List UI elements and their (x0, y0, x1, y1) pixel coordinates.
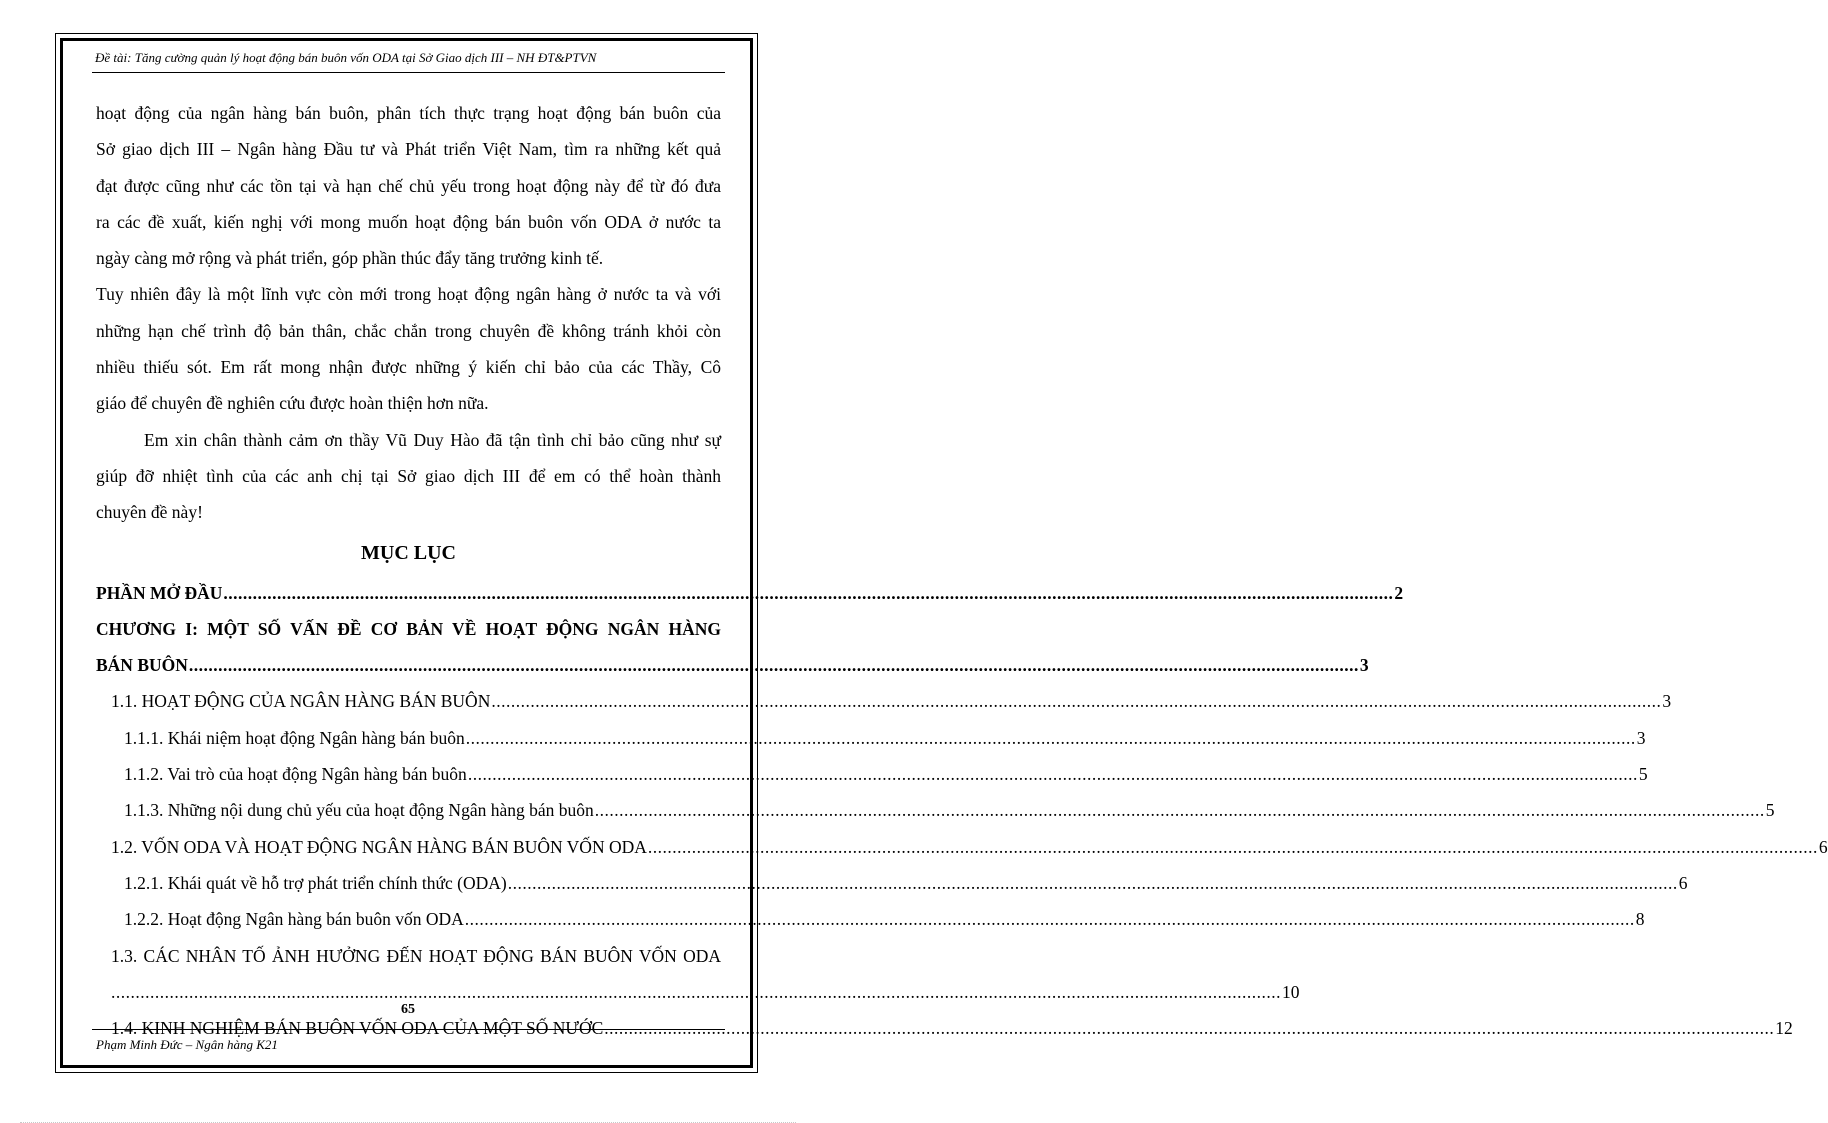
body-line: chuyên đề này! (96, 502, 203, 523)
toc-entry-text: PHẦN MỞ ĐẦU (96, 582, 223, 603)
toc-entry-1-1-3[interactable] (96, 792, 1775, 828)
toc-entry-chuong-1[interactable] (96, 611, 721, 647)
page-number: 65 (401, 1002, 415, 1017)
running-footer: Phạm Minh Đức – Ngân hàng K21 (96, 1037, 278, 1052)
toc-leader: ................................................................................................................................................................................................................................................ (604, 1018, 1775, 1039)
toc-entry-page: 6 (1678, 872, 1688, 893)
toc-entry-page: 3 (1636, 727, 1646, 748)
body-line: ra các đề xuất, kiến nghị với mong muốn hoạt động bán buôn vốn ODA ở nước ta (96, 211, 721, 232)
toc-leader: ................................................................................................................................................................................................................................................ (464, 909, 1635, 930)
toc-entry-text: 1.2.1. Khái quát về hỗ trợ phát triển chính thức (ODA) (124, 872, 507, 893)
toc-leader: ................................................................................................................................................................................................................................................ (465, 727, 1636, 748)
toc-entry-page: 8 (1635, 909, 1645, 930)
toc-entry-page: 6 (1818, 836, 1828, 857)
toc-entry-page: 5 (1638, 764, 1648, 785)
toc-entry-text: 1.1.2. Vai trò của hoạt động Ngân hàng bán buôn (124, 764, 467, 785)
toc-leader: ................................................................................................................................................................................................................................................ (507, 872, 1678, 893)
toc-entry-page: 10 (1282, 981, 1300, 1002)
toc-entry-text: 1.3. CÁC NHÂN TỐ ẢNH HƯỞNG ĐẾN HOẠT ĐỘNG BÁN BUÔN VỐN ODA (111, 945, 721, 966)
body-line: giúp đỡ nhiệt tình của các anh chị tại Sở giao dịch III để em có thể hoàn thành (96, 465, 721, 486)
toc-entry-page: 3 (1662, 691, 1672, 712)
header-rule (92, 72, 725, 73)
body-line: nhiều thiếu sót. Em rất mong nhận được những ý kiến chỉ bảo của các Thầy, Cô (96, 357, 721, 378)
toc-entry-page: 3 (1359, 655, 1369, 676)
toc-entry-text: 1.4. KINH NGHIỆM BÁN BUÔN VỐN ODA CỦA MỘT SỐ NƯỚC (111, 1018, 604, 1039)
toc-entry-text: 1.2. VỐN ODA VÀ HOẠT ĐỘNG NGÂN HÀNG BÁN BUÔN VỐN ODA (111, 836, 647, 857)
toc-entry-mo-dau[interactable] (96, 575, 1404, 611)
body-line: hoạt động của ngân hàng bán buôn, phân tích thực trạng hoạt động bán buôn của (96, 103, 721, 123)
body-line: đạt được cũng như các tồn tại và hạn chế chủ yếu trong hoạt động này để từ đó đưa (96, 175, 721, 196)
toc-leader: ................................................................................................................................................................................................................................................ (647, 836, 1818, 857)
toc-entry-1-2[interactable] (96, 829, 1828, 865)
body-line: ngày càng mở rộng và phát triển, góp phần thúc đẩy tăng trưởng kinh tế. (96, 248, 604, 269)
toc-leader: ................................................................................................................................................................................................................................................ (467, 764, 1638, 785)
body-line: những hạn chế trình độ bản thân, chắc chắn trong chuyên đề không tránh khỏi còn (96, 320, 721, 341)
toc-leader: ................................................................................................................................................................................................................................................ (223, 582, 1394, 603)
toc-leader: ................................................................................................................................................................................................................................................ (594, 800, 1765, 821)
footer-rule (92, 1029, 725, 1030)
toc-entry-text: 1.1. HOẠT ĐỘNG CỦA NGÂN HÀNG BÁN BUÔN (111, 691, 491, 712)
toc-entry-text: BÁN BUÔN (96, 655, 188, 676)
toc-leader: ................................................................................................................................................................................................................................................ (491, 691, 1662, 712)
toc-entry-page: 12 (1775, 1018, 1793, 1039)
toc-entry-1-3[interactable] (96, 938, 721, 974)
toc-entry-1-2-1[interactable] (96, 865, 1688, 901)
toc-entry-text: 1.1.1. Khái niệm hoạt động Ngân hàng bán buôn (124, 727, 465, 748)
toc-entry-1-1-1[interactable] (96, 720, 1646, 756)
toc-entry-text: CHƯƠNG I: MỘT SỐ VẤN ĐỀ CƠ BẢN VỀ HOẠT ĐỘNG NGÂN HÀNG (96, 618, 721, 639)
toc-entry-1-2-2[interactable] (96, 901, 1645, 937)
toc-leader: ................................................................................................................................................................................................................................................ (111, 981, 1281, 1002)
body-line: Em xin chân thành cảm ơn thầy Vũ Duy Hào đã tận tình chỉ bảo cũng như sự (144, 429, 721, 450)
toc-entry-page: 5 (1765, 800, 1775, 821)
toc-entry-text: 1.2.2. Hoạt động Ngân hàng bán buôn vốn ODA (124, 909, 464, 930)
toc-entry-1-1[interactable] (96, 683, 1672, 719)
toc-entry-text: 1.1.3. Những nội dung chủ yếu của hoạt động Ngân hàng bán buôn (124, 800, 594, 821)
toc-entry-page: 2 (1394, 582, 1404, 603)
body-line: Tuy nhiên đây là một lĩnh vực còn mới trong hoạt động ngân hàng ở nước ta và với (96, 284, 721, 305)
toc-leader: ................................................................................................................................................................................................................................................ (188, 655, 1359, 676)
toc-title: MỤC LỤC (361, 541, 456, 564)
toc-entry-1-1-2[interactable] (96, 756, 1648, 792)
body-line: giáo để chuyên đề nghiên cứu được hoàn thiện hơn nữa. (96, 393, 489, 414)
toc-entry-chuong-1-cont[interactable] (96, 647, 1369, 683)
running-header: Đề tài: Tăng cường quản lý hoạt động bán buôn vốn ODA tại Sở Giao dịch III – NH ĐT&PTVN (95, 50, 597, 65)
document-body (96, 95, 1828, 1046)
body-line: Sở giao dịch III – Ngân hàng Đầu tư và Phát triển Việt Nam, tìm ra những kết quả (96, 139, 721, 160)
